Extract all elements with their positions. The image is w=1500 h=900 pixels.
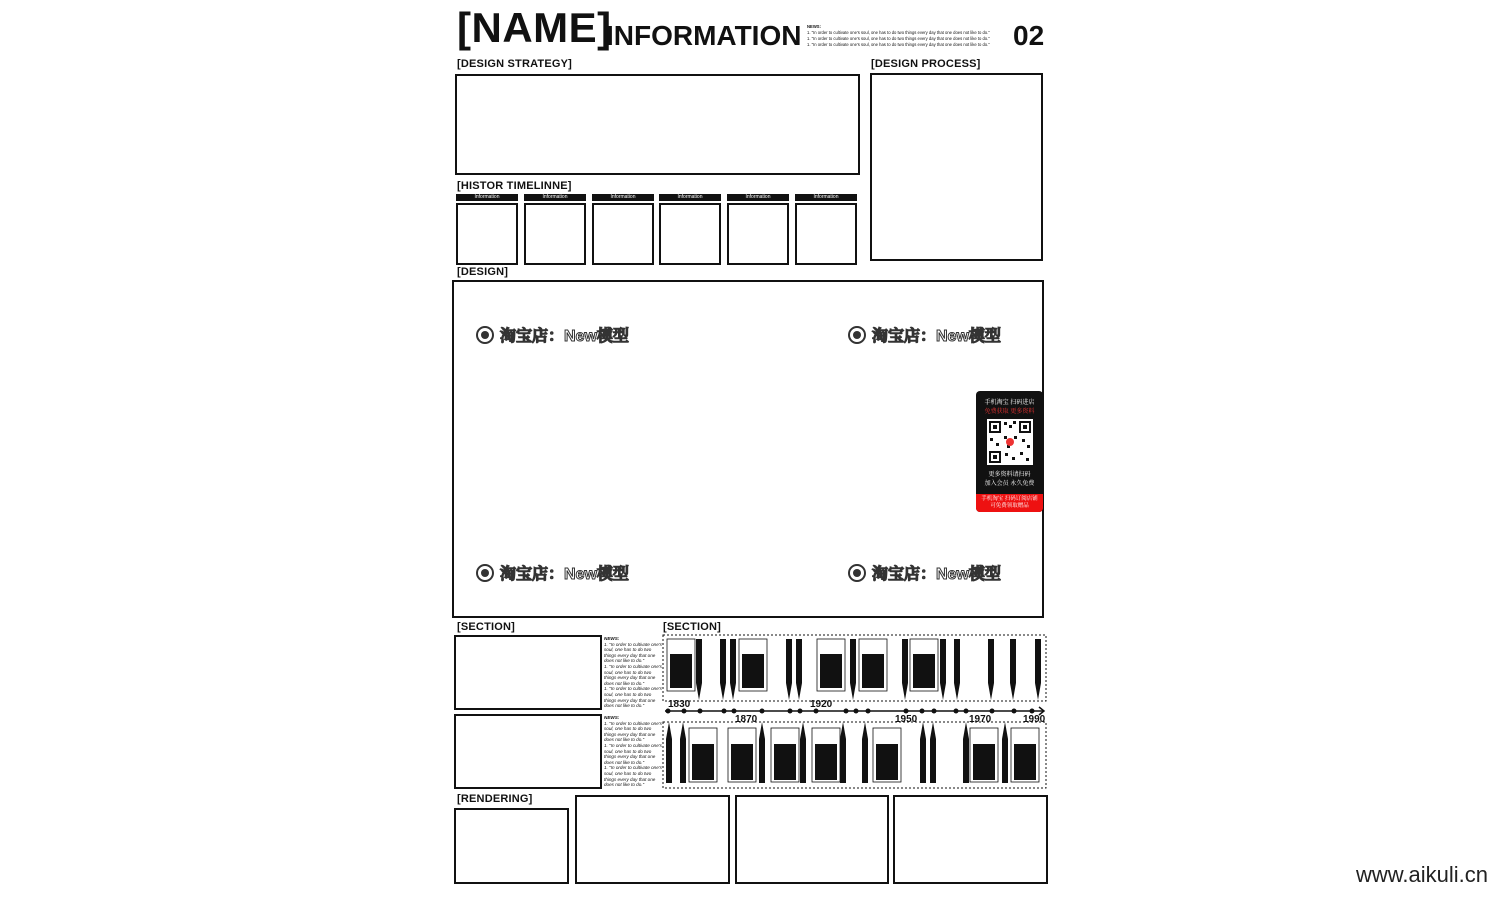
news-line: 1. "In order to cultivate one's soul, one has to do two things every day that one does not like to do." xyxy=(604,742,662,765)
news-line: 1. "In order to cultivate one's soul, one has to do two things every day that one does not like to do." xyxy=(604,765,662,788)
timeline-graphic xyxy=(662,634,1047,789)
qr-footer-line: 手机淘宝 扫码订阅店铺 xyxy=(981,496,1038,502)
year-label: 1990 xyxy=(1023,714,1046,725)
timeline-card-header: Information xyxy=(659,194,721,201)
section-timeline-graphic xyxy=(662,634,1047,789)
timeline-card-box xyxy=(456,203,518,265)
watermark-text: 淘宝店：New模型 xyxy=(872,328,1001,345)
timeline-card-box xyxy=(727,203,789,265)
design-process-label: [DESIGN PROCESS] xyxy=(871,58,981,70)
qr-line: 加入会员 永久免费 xyxy=(984,481,1035,487)
watermark xyxy=(476,323,629,346)
rendering-box xyxy=(575,795,730,884)
news-title: NEWS: xyxy=(604,636,620,641)
timeline-card-header: Information xyxy=(592,194,654,201)
year-label: 1920 xyxy=(810,699,833,710)
qr-line: 手机淘宝 扫码进店 xyxy=(984,400,1035,406)
news-line: 1. "In order to cultivate one's soul, one has to do two things every day that one does not like to do." xyxy=(604,663,662,686)
rendering-box xyxy=(735,795,889,884)
news-line: 1. "In order to cultivate one's soul, one has to do two things every day that one does not like to do." xyxy=(807,42,990,47)
watermark-text: 淘宝店：New模型 xyxy=(500,566,629,583)
side-news xyxy=(604,715,662,788)
year-label: 1970 xyxy=(969,714,992,725)
timeline-card xyxy=(592,194,654,265)
timeline-card-box xyxy=(795,203,857,265)
news-title: NEWS: xyxy=(604,715,620,720)
qr-promo-card[interactable] xyxy=(976,391,1043,512)
timeline-card xyxy=(524,194,586,265)
watermark xyxy=(476,561,629,584)
section-box xyxy=(454,635,602,710)
qr-footer-line: 可免费领取赠品 xyxy=(990,503,1029,509)
timeline-card-box xyxy=(592,203,654,265)
news-line: 1. "In order to cultivate one's soul, one has to do two things every day that one does not like to do." xyxy=(604,686,662,709)
news-line: 1. "In order to cultivate one's soul, one has to do two things every day that one does not like to do." xyxy=(807,30,990,35)
qr-footer xyxy=(976,494,1043,512)
section-box xyxy=(454,714,602,789)
shop-logo-icon xyxy=(476,326,494,344)
design-strategy-box xyxy=(455,74,860,175)
timeline-card-header: Information xyxy=(795,194,857,201)
news-line: 1. "In order to cultivate one's soul, one has to do two things every day that one does not like to do." xyxy=(604,720,662,743)
rendering-label: [RENDERING] xyxy=(457,793,533,805)
shop-logo-icon xyxy=(476,564,494,582)
watermark xyxy=(848,561,1001,584)
shop-logo-icon xyxy=(848,326,866,344)
page-number: 02 xyxy=(1013,20,1045,51)
timeline-card xyxy=(727,194,789,265)
news-line: 1. "In order to cultivate one's soul, one has to do two things every day that one does not like to do." xyxy=(807,36,990,41)
timeline-card-box xyxy=(659,203,721,265)
history-timeline-label: [HISTOR TIMELINNE] xyxy=(457,180,572,192)
timeline-card xyxy=(456,194,518,265)
year-label: 1870 xyxy=(735,714,758,725)
header-news xyxy=(807,24,1017,48)
page-title-information: INFORMATION xyxy=(606,20,802,51)
rendering-box xyxy=(893,795,1048,884)
timeline-card-header: Information xyxy=(524,194,586,201)
year-label: 1950 xyxy=(895,714,918,725)
design-process-box xyxy=(870,73,1043,261)
side-news xyxy=(604,636,662,709)
section-label-left: [SECTION] xyxy=(457,621,516,633)
design-strategy-label: [DESIGN STRATEGY] xyxy=(457,58,573,70)
news-title: NEWS: xyxy=(807,24,821,29)
year-label: 1830 xyxy=(668,699,691,710)
watermark-text: 淘宝店：New模型 xyxy=(500,328,629,345)
timeline-card xyxy=(795,194,857,265)
timeline-card-box xyxy=(524,203,586,265)
shop-logo-icon xyxy=(848,564,866,582)
section-label-right: [SECTION] xyxy=(663,621,722,633)
design-label: [DESIGN] xyxy=(457,266,509,278)
timeline-card-header: Information xyxy=(456,194,518,201)
qr-line: 免费获取 更多资料 xyxy=(984,409,1035,415)
site-url-watermark: www.aikuli.cn xyxy=(1355,862,1488,887)
qr-line: 更多资料请扫码 xyxy=(988,472,1031,478)
timeline-card-header: Information xyxy=(727,194,789,201)
news-line: 1. "In order to cultivate one's soul, one has to do two things every day that one does not like to do." xyxy=(604,641,662,664)
qr-code-icon[interactable] xyxy=(987,419,1033,465)
watermark-text: 淘宝店：New模型 xyxy=(872,566,1001,583)
rendering-box xyxy=(454,808,569,884)
page-title-name: [NAME] xyxy=(457,4,612,51)
timeline-card xyxy=(659,194,721,265)
watermark xyxy=(848,323,1001,346)
